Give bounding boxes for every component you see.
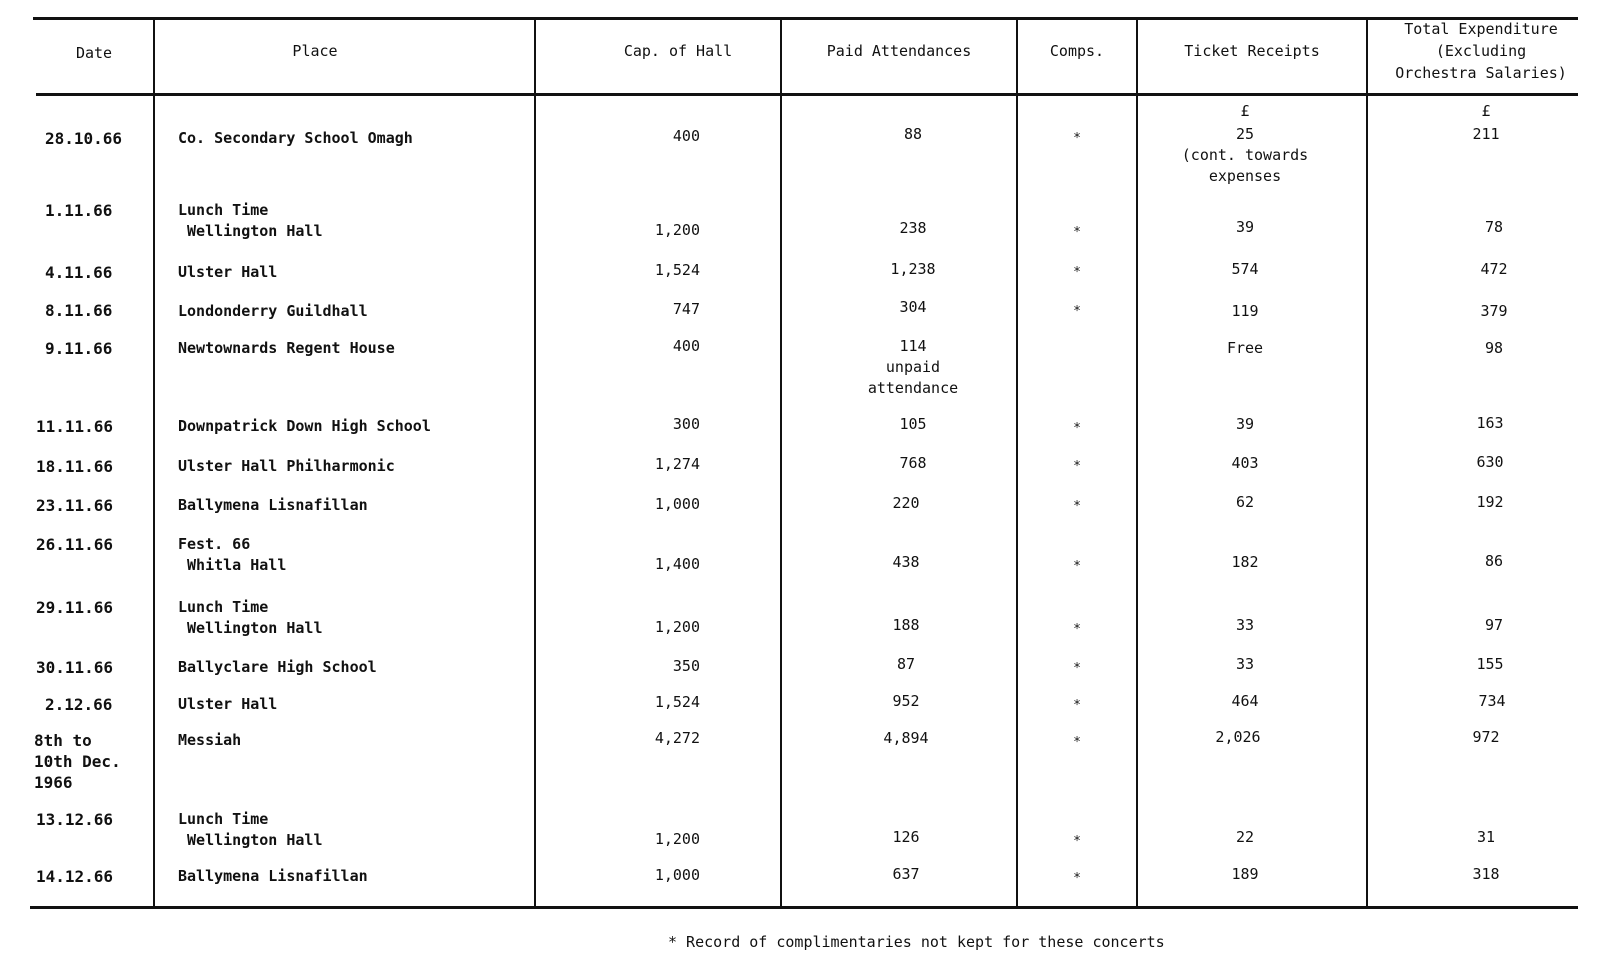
row-place: Lunch Time Wellington Hall <box>178 810 323 849</box>
row-place: Co. Secondary School Omagh <box>178 129 413 147</box>
row-date: 30.11.66 <box>36 658 114 677</box>
row-capacity: 400 <box>672 337 700 355</box>
row-capacity: 1,200 <box>654 618 700 636</box>
row-capacity: 1,400 <box>654 555 700 573</box>
row-expenditure: 31 <box>1476 828 1496 846</box>
row-receipts: 33 <box>1235 655 1255 673</box>
row-paid: 114 unpaid attendance <box>867 337 959 397</box>
row-expenditure: 472 <box>1480 260 1508 278</box>
row-comps-mark: * <box>1073 698 1081 713</box>
row-receipts: 464 <box>1231 692 1259 710</box>
row-date: 1.11.66 <box>45 201 113 220</box>
header-total-expenditure: Total Expenditure (Excluding Orchestra Salaries) <box>1395 20 1567 82</box>
row-paid: 126 <box>892 828 920 846</box>
row-date: 28.10.66 <box>45 129 123 148</box>
row-place: Newtownards Regent House <box>178 339 395 357</box>
row-place: Lunch Time Wellington Hall <box>178 598 323 637</box>
column-divider <box>534 18 536 906</box>
row-comps-mark: * <box>1073 834 1081 849</box>
row-expenditure: 155 <box>1476 655 1504 673</box>
row-date: 18.11.66 <box>36 457 114 476</box>
row-date: 29.11.66 <box>36 598 114 617</box>
row-receipts: 119 <box>1231 302 1259 320</box>
row-paid: 220 <box>892 494 920 512</box>
row-expenditure: 78 <box>1484 218 1504 236</box>
row-capacity: 747 <box>672 300 700 318</box>
header-comps: Comps. <box>1049 42 1105 60</box>
row-place: Londonderry Guildhall <box>178 302 368 320</box>
row-capacity: 1,200 <box>654 221 700 239</box>
row-expenditure: 192 <box>1476 493 1504 511</box>
row-capacity: 1,274 <box>654 455 700 473</box>
row-comps-mark: * <box>1073 735 1081 750</box>
row-receipts: 22 <box>1235 828 1255 846</box>
row-expenditure: 211 <box>1472 125 1500 143</box>
row-receipts: 574 <box>1231 260 1259 278</box>
row-comps-mark: * <box>1073 499 1081 514</box>
row-paid: 4,894 <box>883 729 929 747</box>
header-place: Place <box>292 42 338 60</box>
row-place: Lunch Time Wellington Hall <box>178 201 323 240</box>
row-place: Ulster Hall Philharmonic <box>178 457 395 475</box>
header-capacity: Cap. of Hall <box>623 42 733 60</box>
row-date: 26.11.66 <box>36 535 114 554</box>
row-comps-mark: * <box>1073 871 1081 886</box>
row-place: Messiah <box>178 731 242 749</box>
header-ticket-receipts: Ticket Receipts <box>1184 42 1320 60</box>
header-rule <box>36 93 1578 96</box>
row-expenditure: 379 <box>1480 302 1508 320</box>
currency-symbol: £ <box>1240 102 1250 120</box>
row-capacity: 300 <box>672 415 700 433</box>
row-capacity: 1,000 <box>654 495 700 513</box>
row-capacity: 400 <box>672 127 700 145</box>
row-expenditure: 86 <box>1484 552 1504 570</box>
row-date: 13.12.66 <box>36 810 114 829</box>
row-capacity: 1,524 <box>654 261 700 279</box>
row-comps-mark: * <box>1073 131 1081 146</box>
row-comps-mark: * <box>1073 225 1081 240</box>
row-place: Ballyclare High School <box>178 658 377 676</box>
row-date: 8th to 10th Dec. 1966 <box>34 731 121 792</box>
row-expenditure: 734 <box>1478 692 1506 710</box>
footnote: * Record of complimentaries not kept for these concerts <box>668 933 1165 951</box>
row-receipts: 39 <box>1235 218 1255 236</box>
row-receipts: 62 <box>1235 493 1255 511</box>
row-place: Ulster Hall <box>178 263 278 281</box>
top-rule <box>33 17 1578 20</box>
column-divider <box>1366 18 1368 906</box>
row-date: 2.12.66 <box>45 695 113 714</box>
row-comps-mark: * <box>1073 459 1081 474</box>
column-divider <box>780 18 782 906</box>
header-date: Date <box>75 44 113 62</box>
row-receipts: 189 <box>1231 865 1259 883</box>
row-place: Ballymena Lisnafillan <box>178 496 368 514</box>
row-receipts: 182 <box>1231 553 1259 571</box>
row-comps-mark: * <box>1073 265 1081 280</box>
row-place: Ulster Hall <box>178 695 278 713</box>
row-place: Downpatrick Down High School <box>178 417 431 435</box>
row-capacity: 4,272 <box>654 729 700 747</box>
row-capacity: 1,000 <box>654 866 700 884</box>
row-paid: 87 <box>896 655 916 673</box>
row-paid: 304 <box>899 298 927 316</box>
row-expenditure: 97 <box>1484 616 1504 634</box>
bottom-rule <box>30 906 1578 909</box>
row-receipts: 33 <box>1235 616 1255 634</box>
row-paid: 238 <box>899 219 927 237</box>
row-paid: 188 <box>892 616 920 634</box>
row-capacity: 350 <box>672 657 700 675</box>
currency-symbol: £ <box>1481 102 1491 120</box>
row-receipts: Free <box>1226 339 1264 357</box>
row-expenditure: 163 <box>1476 414 1504 432</box>
row-paid: 88 <box>903 125 923 143</box>
row-receipts: 39 <box>1235 415 1255 433</box>
row-capacity: 1,524 <box>654 693 700 711</box>
row-place: Ballymena Lisnafillan <box>178 867 368 885</box>
row-paid: 438 <box>892 553 920 571</box>
row-expenditure: 318 <box>1472 865 1500 883</box>
row-comps-mark: * <box>1073 661 1081 676</box>
row-date: 23.11.66 <box>36 496 114 515</box>
row-paid: 768 <box>899 454 927 472</box>
row-expenditure: 98 <box>1484 339 1504 357</box>
row-expenditure: 972 <box>1472 728 1500 746</box>
row-capacity: 1,200 <box>654 830 700 848</box>
row-expenditure: 630 <box>1476 453 1504 471</box>
row-paid: 105 <box>899 415 927 433</box>
row-date: 8.11.66 <box>45 301 113 320</box>
row-date: 9.11.66 <box>45 339 113 358</box>
row-date: 14.12.66 <box>36 867 114 886</box>
row-comps-mark: * <box>1073 304 1081 319</box>
row-comps-mark: * <box>1073 559 1081 574</box>
row-comps-mark: * <box>1073 622 1081 637</box>
row-date: 11.11.66 <box>36 417 114 436</box>
row-comps-mark: * <box>1073 421 1081 436</box>
row-receipts: 403 <box>1231 454 1259 472</box>
header-paid-attendances: Paid Attendances <box>826 42 972 60</box>
row-date: 4.11.66 <box>45 263 113 282</box>
row-place: Fest. 66 Whitla Hall <box>178 535 287 574</box>
column-divider <box>1136 18 1138 906</box>
row-receipts: 25 (cont. towards expenses <box>1181 125 1309 185</box>
column-divider <box>153 18 155 906</box>
row-receipts: 2,026 <box>1215 728 1261 746</box>
row-paid: 952 <box>892 692 920 710</box>
row-paid: 637 <box>892 865 920 883</box>
row-paid: 1,238 <box>890 260 936 278</box>
